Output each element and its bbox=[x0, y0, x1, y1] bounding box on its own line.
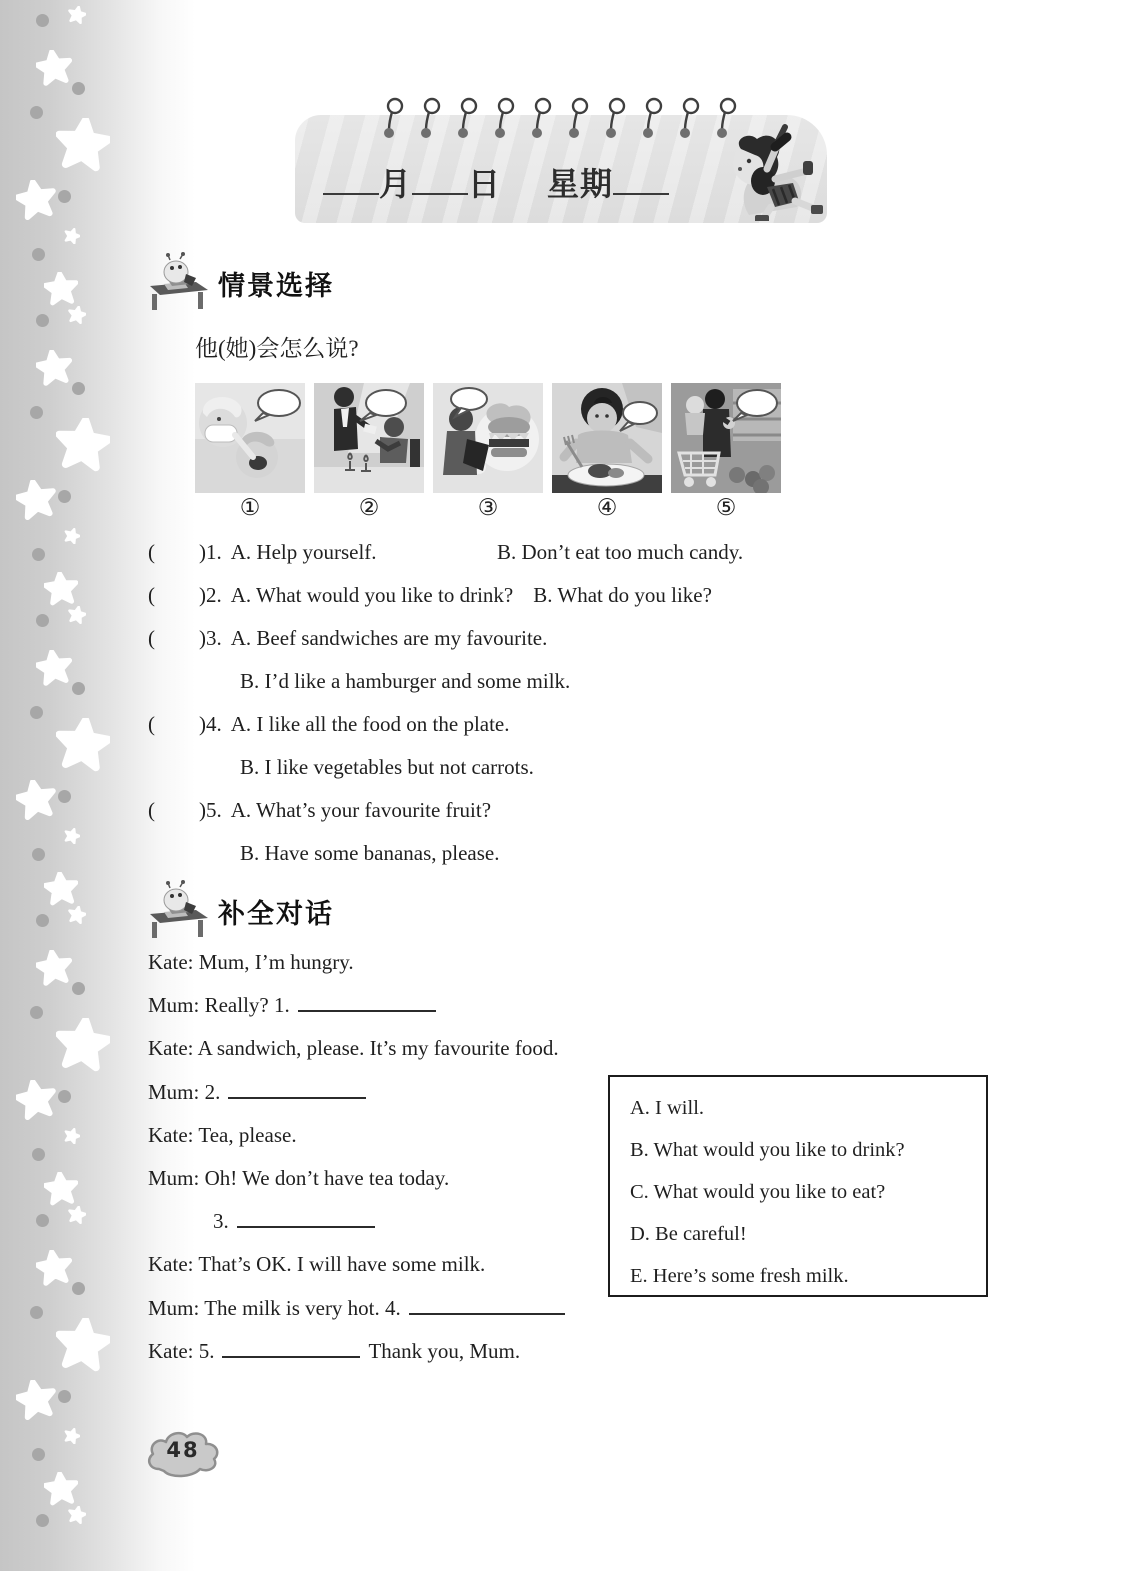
dialogue-line: 3. bbox=[148, 1200, 708, 1243]
dot-decoration bbox=[32, 548, 45, 561]
question-2: ( )2. A. What would you like to drink? B. What do you like? bbox=[148, 583, 712, 607]
star-icon bbox=[68, 1506, 86, 1529]
dialogue-line: Kate: A sandwich, please. It’s my favourite food. bbox=[148, 1036, 559, 1061]
dot-decoration bbox=[36, 614, 49, 627]
star-icon bbox=[36, 50, 72, 91]
option-a: A. I like all the food on the plate. bbox=[230, 712, 510, 736]
question-4-option-b bbox=[148, 746, 1008, 789]
picture-5-supermarket bbox=[671, 383, 781, 493]
option-item: B. What would you like to drink? bbox=[630, 1139, 905, 1161]
star-icon bbox=[56, 418, 110, 477]
section1-prompt: 他(她)会怎么说? bbox=[195, 336, 359, 361]
answer-options-box bbox=[608, 1075, 988, 1297]
dialogue-line: Mum: The milk is very hot. 4. bbox=[148, 1287, 708, 1330]
question-number: 4. bbox=[206, 712, 222, 736]
running-girl-illustration bbox=[697, 117, 825, 221]
answer-paren: ( bbox=[148, 626, 155, 650]
caption-3: ③ bbox=[477, 495, 499, 520]
dot-decoration bbox=[58, 1390, 71, 1403]
question-3: ( )3. A. Beef sandwiches are my favourite. bbox=[148, 626, 548, 650]
dot-decoration bbox=[32, 248, 45, 261]
star-icon bbox=[64, 828, 80, 849]
question-1: ( )1. A. Help yourself. B. Don’t eat too much candy. bbox=[148, 531, 1008, 574]
picture-1-dentist bbox=[195, 383, 305, 493]
week-blank bbox=[613, 163, 669, 195]
star-icon bbox=[16, 1080, 56, 1125]
date-fill-in-line bbox=[323, 159, 669, 205]
star-icon bbox=[56, 1318, 110, 1377]
dialogue-line: Kate: Tea, please. bbox=[148, 1122, 297, 1147]
dot-decoration bbox=[30, 706, 43, 719]
date-banner bbox=[295, 115, 827, 223]
star-icon bbox=[64, 528, 80, 549]
picture-3-menu-hamburger bbox=[433, 383, 543, 493]
dot-decoration bbox=[72, 382, 85, 395]
blank-4 bbox=[409, 1295, 565, 1315]
star-icon bbox=[56, 718, 110, 777]
binder-ring-icon bbox=[529, 97, 553, 143]
star-icon bbox=[64, 1428, 80, 1449]
option-item: D. Be careful! bbox=[630, 1223, 747, 1245]
option-a: A. What’s your favourite fruit? bbox=[230, 798, 492, 822]
dot-decoration bbox=[30, 406, 43, 419]
star-icon bbox=[16, 1380, 56, 1425]
dot-decoration bbox=[72, 982, 85, 995]
dot-decoration bbox=[30, 106, 43, 119]
star-icon bbox=[64, 228, 80, 249]
desk-panda-icon bbox=[146, 252, 212, 312]
option-a: A. What would you like to drink? bbox=[230, 583, 514, 607]
question-5: ( )5. A. What’s your favourite fruit? bbox=[148, 798, 492, 822]
dialogue-line: Kate: Mum, I’m hungry. bbox=[148, 950, 354, 974]
star-icon bbox=[68, 1206, 86, 1229]
picture-captions bbox=[195, 495, 781, 521]
picture-strip bbox=[195, 383, 781, 493]
option-a: A. Beef sandwiches are my favourite. bbox=[230, 626, 548, 650]
section1-title: 情景选择 bbox=[218, 271, 334, 302]
dot-decoration bbox=[30, 1306, 43, 1319]
picture-4-boy-eating bbox=[552, 383, 662, 493]
dot-decoration bbox=[58, 790, 71, 803]
dot-decoration bbox=[58, 490, 71, 503]
option-b: B. Have some bananas, please. bbox=[240, 841, 500, 865]
dot-decoration bbox=[58, 1090, 71, 1103]
dot-decoration bbox=[36, 314, 49, 327]
option-item: C. What would you like to eat? bbox=[630, 1181, 886, 1203]
caption-2: ② bbox=[358, 495, 380, 520]
day-blank bbox=[412, 163, 468, 195]
dot-decoration bbox=[72, 1282, 85, 1295]
star-icon bbox=[56, 118, 110, 177]
star-icon bbox=[68, 306, 86, 329]
dialogue-line: Mum: Oh! We don’t have tea today. bbox=[148, 1165, 450, 1190]
question-number: 5. bbox=[206, 798, 222, 822]
star-icon bbox=[64, 1128, 80, 1149]
dialogue-line: Kate: 5. Thank you, Mum. bbox=[148, 1338, 521, 1363]
dot-decoration bbox=[32, 1148, 45, 1161]
star-icon bbox=[68, 6, 86, 29]
option-a: A. Help yourself. bbox=[230, 540, 377, 564]
question-4: ( )4. A. I like all the food on the plate. bbox=[148, 712, 510, 736]
dot-decoration bbox=[36, 1214, 49, 1227]
day-label: 日 bbox=[468, 165, 502, 203]
binder-ring-icon bbox=[381, 97, 405, 143]
binder-ring-icon bbox=[640, 97, 664, 143]
section2-title: 补全对话 bbox=[218, 899, 334, 930]
option-b: B. What do you like? bbox=[533, 583, 712, 607]
dialogue-line: Kate: That’s OK. I will have some milk. bbox=[148, 1252, 486, 1277]
option-b: B. I like vegetables but not carrots. bbox=[240, 755, 534, 779]
spiral-binding-icon bbox=[381, 97, 738, 145]
question-number: 2. bbox=[206, 583, 222, 607]
dialogue-line: Mum: 2. bbox=[148, 1071, 708, 1114]
page-number: 48 bbox=[166, 1438, 200, 1462]
dot-decoration bbox=[32, 1448, 45, 1461]
picture-2-waiter bbox=[314, 383, 424, 493]
answer-paren: ( bbox=[148, 583, 155, 607]
page-number-cloud bbox=[144, 1428, 222, 1484]
answer-paren: ( bbox=[148, 712, 155, 736]
star-icon bbox=[56, 1018, 110, 1077]
dot-decoration bbox=[72, 82, 85, 95]
dot-decoration bbox=[32, 848, 45, 861]
binder-ring-icon bbox=[603, 97, 627, 143]
star-icon bbox=[16, 480, 56, 525]
star-icon bbox=[36, 1250, 72, 1291]
option-b: B. Don’t eat too much candy. bbox=[497, 540, 744, 564]
caption-4: ④ bbox=[596, 495, 618, 520]
option-b: B. I’d like a hamburger and some milk. bbox=[240, 669, 571, 693]
blank-5 bbox=[222, 1338, 360, 1358]
binder-ring-icon bbox=[492, 97, 516, 143]
dot-decoration bbox=[72, 682, 85, 695]
star-icon bbox=[36, 950, 72, 991]
star-icon bbox=[36, 650, 72, 691]
week-label: 星期 bbox=[547, 165, 614, 203]
blank-2 bbox=[228, 1079, 366, 1099]
blank-3 bbox=[237, 1208, 375, 1228]
answer-paren: ( bbox=[148, 540, 155, 564]
option-item: E. Here’s some fresh milk. bbox=[630, 1265, 849, 1287]
star-icon bbox=[16, 180, 56, 225]
question-3-option-b bbox=[148, 660, 1008, 703]
question-5-option-b bbox=[148, 832, 1008, 875]
option-item: A. I will. bbox=[630, 1097, 705, 1119]
blank-1 bbox=[298, 992, 436, 1012]
month-blank bbox=[323, 163, 379, 195]
question-number: 3. bbox=[206, 626, 222, 650]
binder-ring-icon bbox=[566, 97, 590, 143]
caption-1: ① bbox=[239, 495, 261, 520]
dialogue-line: Mum: Really? 1. bbox=[148, 984, 708, 1027]
star-icon bbox=[36, 350, 72, 391]
dot-decoration bbox=[36, 14, 49, 27]
binder-ring-icon bbox=[455, 97, 479, 143]
month-label: 月 bbox=[379, 165, 413, 203]
desk-panda-icon bbox=[146, 880, 212, 940]
answer-paren: ( bbox=[148, 798, 155, 822]
dot-decoration bbox=[36, 914, 49, 927]
dot-decoration bbox=[58, 190, 71, 203]
question-number: 1. bbox=[206, 540, 222, 564]
dot-decoration bbox=[36, 1514, 49, 1527]
situational-choice-questions bbox=[148, 531, 1008, 875]
dot-decoration bbox=[30, 1006, 43, 1019]
caption-5: ⑤ bbox=[715, 495, 737, 520]
binder-ring-icon bbox=[418, 97, 442, 143]
star-icon bbox=[68, 906, 86, 929]
star-icon bbox=[16, 780, 56, 825]
star-icon bbox=[68, 606, 86, 629]
